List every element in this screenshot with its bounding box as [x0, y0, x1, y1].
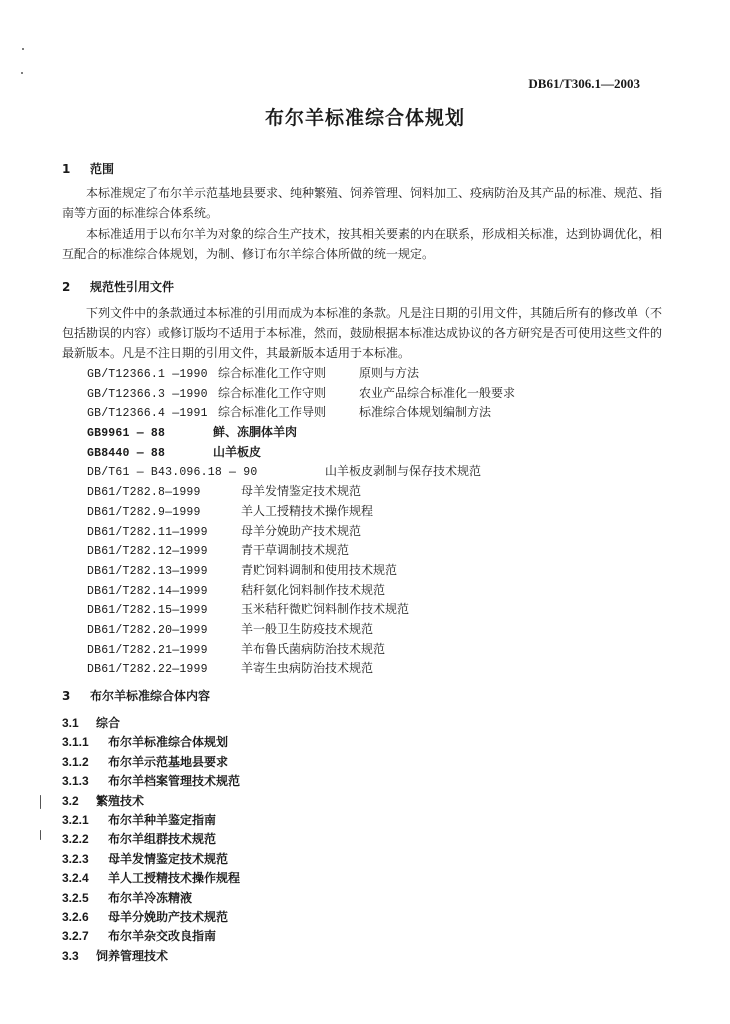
reference-title: 秸秆氨化饲料制作技术规范 [241, 582, 386, 597]
reference-code: GB8440 — 88 [87, 446, 166, 460]
reference-subtitle: 农业产品综合标准化一般要求 [359, 385, 516, 400]
contents-item-text: 母羊发情鉴定技术规范 [108, 851, 229, 866]
contents-item-text: 布尔羊冷冻精液 [108, 890, 193, 905]
contents-item-number: 3.2.2 [62, 832, 89, 847]
contents-item-number: 3.1.1 [62, 735, 89, 750]
reference-code: GB9961 — 88 [87, 427, 166, 441]
reference-title: 母羊分娩助产技术规范 [241, 523, 362, 538]
contents-item [62, 927, 240, 946]
contents-item-number: 3.2 [62, 793, 79, 808]
reference-item [87, 659, 374, 679]
reference-title: 羊布鲁氏菌病防治技术规范 [241, 641, 386, 656]
contents-item-text: 布尔羊种羊鉴定指南 [108, 812, 217, 827]
reference-title: 综合标准化工作导则 [218, 405, 327, 420]
section-1-paragraph-1: 本标准规定了布尔羊示范基地县要求、纯种繁殖、饲养管理、饲料加工、疫病防治及其产品的标准、规范、指南等方面的标准综合体系统。 [62, 186, 663, 220]
contents-item-number: 3.2.5 [62, 890, 89, 905]
reference-list [87, 364, 516, 679]
reference-item [87, 502, 374, 522]
contents-item-text: 羊人工授精技术操作规程 [108, 871, 241, 886]
contents-item-number: 3.3 [62, 948, 79, 963]
reference-code: DB61/T282.20—1999 [87, 623, 208, 637]
section-3-title: 布尔羊标准综合体内容 [90, 689, 211, 703]
contents-item-number: 3.2.4 [62, 871, 89, 886]
contents-item-text: 母羊分娩助产技术规范 [108, 909, 229, 924]
reference-code: DB/T61 — B43.096.18 — 90 [87, 466, 258, 480]
reference-item [87, 640, 386, 660]
document-code: DB61/T306.1—2003 [528, 76, 640, 91]
section-1-paragraph-2: 本标准适用于以布尔羊为对象的综合生产技术，按其相关要素的内在联系，形成相关标准，达到协调优化，相互配合的标准综合体规划，为制、修订布尔羊综合体所做的统一规定。 [62, 227, 663, 261]
reference-title: 羊人工授精技术操作规程 [241, 503, 374, 518]
contents-item [62, 753, 240, 772]
contents-item [62, 811, 240, 830]
reference-item [87, 482, 362, 502]
section-2-heading [62, 278, 174, 295]
reference-code: DB61/T282.21—1999 [87, 643, 208, 657]
reference-title: 玉米秸秆微贮饲料制作技术规范 [241, 602, 410, 617]
contents-item-number: 3.1 [62, 716, 79, 730]
reference-subtitle: 标准综合体规划编制方法 [359, 405, 492, 420]
contents-item-text: 综合 [96, 716, 121, 730]
contents-item-text: 饲养管理技术 [96, 948, 169, 963]
contents-item-number: 3.1.2 [62, 754, 89, 769]
contents-item-number: 3.2.1 [62, 812, 89, 827]
reference-item [87, 462, 482, 482]
reference-item [87, 364, 420, 384]
reference-item [87, 522, 362, 542]
reference-code: DB61/T282.14—1999 [87, 584, 208, 598]
contents-item [62, 792, 240, 811]
contents-item [62, 850, 240, 869]
reference-title: 山羊板皮 [213, 444, 262, 459]
contents-item-number: 3.2.6 [62, 909, 89, 924]
reference-title: 综合标准化工作守则 [218, 366, 327, 380]
scan-speck [22, 48, 24, 50]
reference-code: GB/T12366.3 —1990 [87, 387, 208, 401]
scan-speck [40, 795, 41, 809]
contents-item-text: 布尔羊档案管理技术规范 [108, 774, 241, 789]
reference-code: DB61/T282.9—1999 [87, 505, 201, 519]
reference-item [87, 561, 398, 581]
contents-item-text: 布尔羊标准综合体规划 [108, 735, 229, 750]
reference-item [87, 403, 492, 423]
reference-title: 母羊发情鉴定技术规范 [241, 484, 362, 499]
contents-item [62, 830, 240, 849]
reference-title: 山羊板皮剥制与保存技术规范 [325, 464, 482, 479]
reference-code: DB61/T282.8—1999 [87, 486, 201, 500]
contents-item-number: 3.2.3 [62, 851, 89, 866]
reference-title: 鲜、冻胴体羊肉 [213, 425, 298, 440]
contents-item-number: 3.1.3 [62, 774, 89, 789]
scan-speck [21, 72, 23, 74]
reference-code: GB/T12366.4 —1991 [87, 407, 208, 421]
section-2-title: 规范性引用文件 [90, 280, 175, 294]
contents-item [62, 714, 240, 733]
reference-code: DB61/T282.12—1999 [87, 545, 208, 559]
reference-item [87, 443, 262, 463]
section-3-number: 3 [62, 689, 71, 703]
contents-item-text: 布尔羊示范基地县要求 [108, 754, 229, 769]
contents-item [62, 908, 240, 927]
reference-code: DB61/T282.13—1999 [87, 564, 208, 578]
contents-item-text: 繁殖技术 [96, 793, 145, 808]
reference-item [87, 620, 374, 640]
contents-item-text: 布尔羊组群技术规范 [108, 832, 217, 847]
contents-item [62, 889, 240, 908]
reference-title: 青干草调制技术规范 [241, 543, 350, 558]
reference-code: GB/T12366.1 —1990 [87, 368, 208, 381]
reference-item [87, 581, 386, 601]
reference-item [87, 541, 350, 561]
section-1-title: 范围 [90, 162, 115, 176]
reference-code: DB61/T282.15—1999 [87, 604, 208, 618]
section-1-number: 1 [62, 162, 71, 176]
reference-item [87, 384, 516, 404]
contents-item [62, 733, 240, 752]
contents-item [62, 869, 240, 888]
reference-item [87, 600, 410, 620]
reference-code: DB61/T282.22—1999 [87, 663, 208, 677]
section-1-heading [62, 160, 114, 177]
reference-title: 综合标准化工作守则 [218, 385, 327, 400]
contents-list [62, 714, 240, 966]
reference-title: 青贮饲料调制和使用技术规范 [241, 562, 398, 577]
contents-item-text: 布尔羊杂交改良指南 [108, 929, 217, 944]
section-2-paragraph-1: 下列文件中的条款通过本标准的引用而成为本标准的条款。凡是注日期的引用文件，其随后所有的修改单（不包括勘误的内容）或修订版均不适用于本标准，然而，鼓励根据本标准达成协议的各方研究是否可使用这些文件的最新版本。凡是不注日期的引用文件，其最新版本适用于本标准。 [62, 306, 663, 360]
contents-item [62, 772, 240, 791]
reference-subtitle: 原则与方法 [359, 366, 420, 380]
reference-item [87, 423, 298, 443]
reference-title: 羊一般卫生防疫技术规范 [241, 621, 374, 636]
scan-speck [40, 830, 41, 840]
section-3-heading [62, 687, 210, 704]
contents-item [62, 947, 240, 966]
document-title: 布尔羊标准综合体规划 [264, 107, 465, 129]
contents-item-number: 3.2.7 [62, 929, 89, 944]
reference-code: DB61/T282.11—1999 [87, 525, 208, 539]
reference-title: 羊寄生虫病防治技术规范 [241, 661, 374, 676]
section-2-number: 2 [62, 280, 71, 294]
